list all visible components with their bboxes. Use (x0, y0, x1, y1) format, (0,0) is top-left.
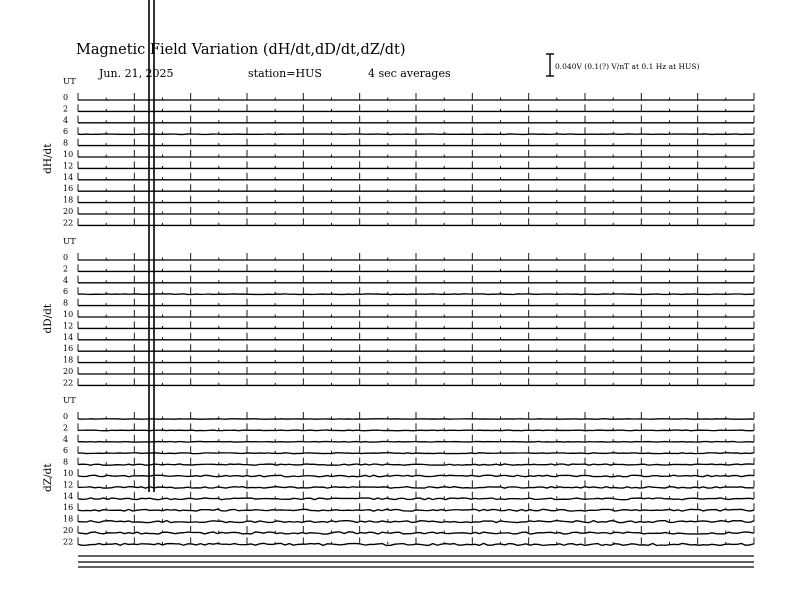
hour-label: 4 (63, 275, 69, 285)
hour-label: 12 (63, 161, 74, 171)
hour-label: 6 (63, 127, 69, 137)
hour-label: 14 (63, 491, 74, 501)
row-10 (63, 469, 754, 478)
row-ticks (78, 218, 754, 225)
row-2 (63, 104, 754, 113)
row-ticks (78, 446, 754, 453)
row-4 (63, 435, 754, 444)
row-ticks (78, 139, 754, 146)
hour-label: 22 (63, 537, 74, 547)
row-4 (63, 276, 754, 285)
row-8 (63, 299, 754, 308)
hour-label: 18 (63, 355, 74, 365)
hour-label: 8 (63, 138, 69, 148)
row-ticks (78, 207, 754, 214)
hour-label: 20 (63, 526, 74, 535)
row-ticks (78, 321, 754, 328)
ut-label: UT (63, 237, 76, 247)
ut-label: UT (63, 77, 76, 87)
hour-label: 22 (63, 218, 74, 228)
row-18 (63, 196, 754, 205)
row-ticks (78, 503, 754, 510)
row-ticks (78, 435, 754, 442)
hour-label: 0 (63, 93, 69, 102)
row-2 (63, 264, 754, 273)
ut-label: UT (63, 396, 76, 406)
row-14 (63, 492, 754, 501)
hour-label: 20 (63, 207, 74, 216)
row-ticks (78, 412, 754, 419)
hour-label: 20 (63, 367, 74, 376)
row-ticks (78, 127, 754, 134)
station-label: station=HUS (248, 67, 322, 80)
panel-ylabel: dH/dt (42, 143, 54, 174)
row-8 (63, 139, 754, 148)
hour-label: 10 (63, 150, 74, 159)
panel-ylabel: dD/dt (42, 303, 54, 334)
footer-rules (78, 556, 754, 567)
hour-label: 10 (63, 310, 74, 319)
row-14 (63, 333, 754, 342)
row-12 (63, 480, 754, 489)
row-ticks (78, 480, 754, 487)
hour-label: 16 (63, 344, 74, 354)
row-14 (63, 173, 754, 182)
averaging-label: 4 sec averages (368, 67, 451, 80)
row-10 (63, 150, 754, 159)
hour-label: 2 (63, 104, 69, 114)
row-20 (63, 207, 754, 216)
row-2 (63, 423, 754, 432)
hour-label: 12 (63, 480, 74, 490)
row-ticks (78, 310, 754, 317)
row-ticks (78, 333, 754, 340)
row-ticks (78, 299, 754, 306)
hour-label: 6 (63, 446, 69, 456)
hour-label: 0 (63, 253, 69, 262)
row-0 (63, 412, 754, 421)
row-ticks (78, 196, 754, 203)
row-8 (63, 458, 754, 467)
hour-label: 14 (63, 332, 74, 342)
row-ticks (78, 287, 754, 294)
row-18 (63, 515, 754, 524)
row-12 (63, 321, 754, 330)
row-ticks (78, 526, 754, 533)
row-ticks (78, 264, 754, 271)
hour-label: 2 (63, 264, 69, 274)
row-22 (63, 537, 754, 546)
row-16 (63, 184, 754, 193)
row-6 (63, 446, 754, 455)
chart-title: Magnetic Field Variation (dH/dt,dD/dt,dZ/dt) (76, 42, 406, 58)
row-16 (63, 344, 754, 353)
hour-label: 22 (63, 378, 74, 388)
row-6 (63, 287, 754, 296)
row-22 (63, 378, 754, 387)
row-ticks (78, 378, 754, 385)
panel-ylabel: dZ/dt (42, 463, 54, 492)
row-ticks (78, 515, 754, 522)
row-0 (63, 253, 754, 262)
hour-label: 14 (63, 172, 74, 182)
hour-label: 18 (63, 195, 74, 205)
hour-label: 4 (63, 115, 69, 125)
row-ticks (78, 492, 754, 499)
hour-label: 6 (63, 287, 69, 297)
row-ticks (78, 367, 754, 374)
hour-label: 8 (63, 457, 69, 467)
row-ticks (78, 469, 754, 476)
hour-label: 0 (63, 412, 69, 421)
row-ticks (78, 423, 754, 430)
row-20 (63, 367, 754, 376)
scale-bar (546, 54, 554, 76)
row-0 (63, 93, 754, 102)
hour-label: 2 (63, 423, 69, 433)
row-22 (63, 218, 754, 227)
hour-label: 10 (63, 469, 74, 478)
hour-label: 8 (63, 298, 69, 308)
date-label: Jun. 21, 2025 (99, 67, 174, 80)
row-20 (63, 526, 754, 535)
hour-label: 16 (63, 184, 74, 194)
hour-label: 4 (63, 434, 69, 444)
row-ticks (78, 150, 754, 157)
row-6 (63, 127, 754, 136)
row-ticks (78, 184, 754, 191)
row-ticks (78, 356, 754, 363)
row-18 (63, 356, 754, 365)
row-ticks (78, 344, 754, 351)
row-16 (63, 503, 754, 512)
scale-note: 0.040V (0.1(?) V/nT at 0.1 Hz at HUS) (555, 62, 700, 71)
row-ticks (78, 276, 754, 283)
row-ticks (78, 173, 754, 180)
hour-label: 16 (63, 503, 74, 513)
row-ticks (78, 116, 754, 123)
hour-label: 12 (63, 321, 74, 331)
row-10 (63, 310, 754, 319)
row-ticks (78, 161, 754, 168)
hour-label: 18 (63, 514, 74, 524)
row-4 (63, 116, 754, 125)
row-ticks (78, 253, 754, 260)
row-ticks (78, 104, 754, 111)
row-12 (63, 161, 754, 170)
row-ticks (78, 93, 754, 100)
